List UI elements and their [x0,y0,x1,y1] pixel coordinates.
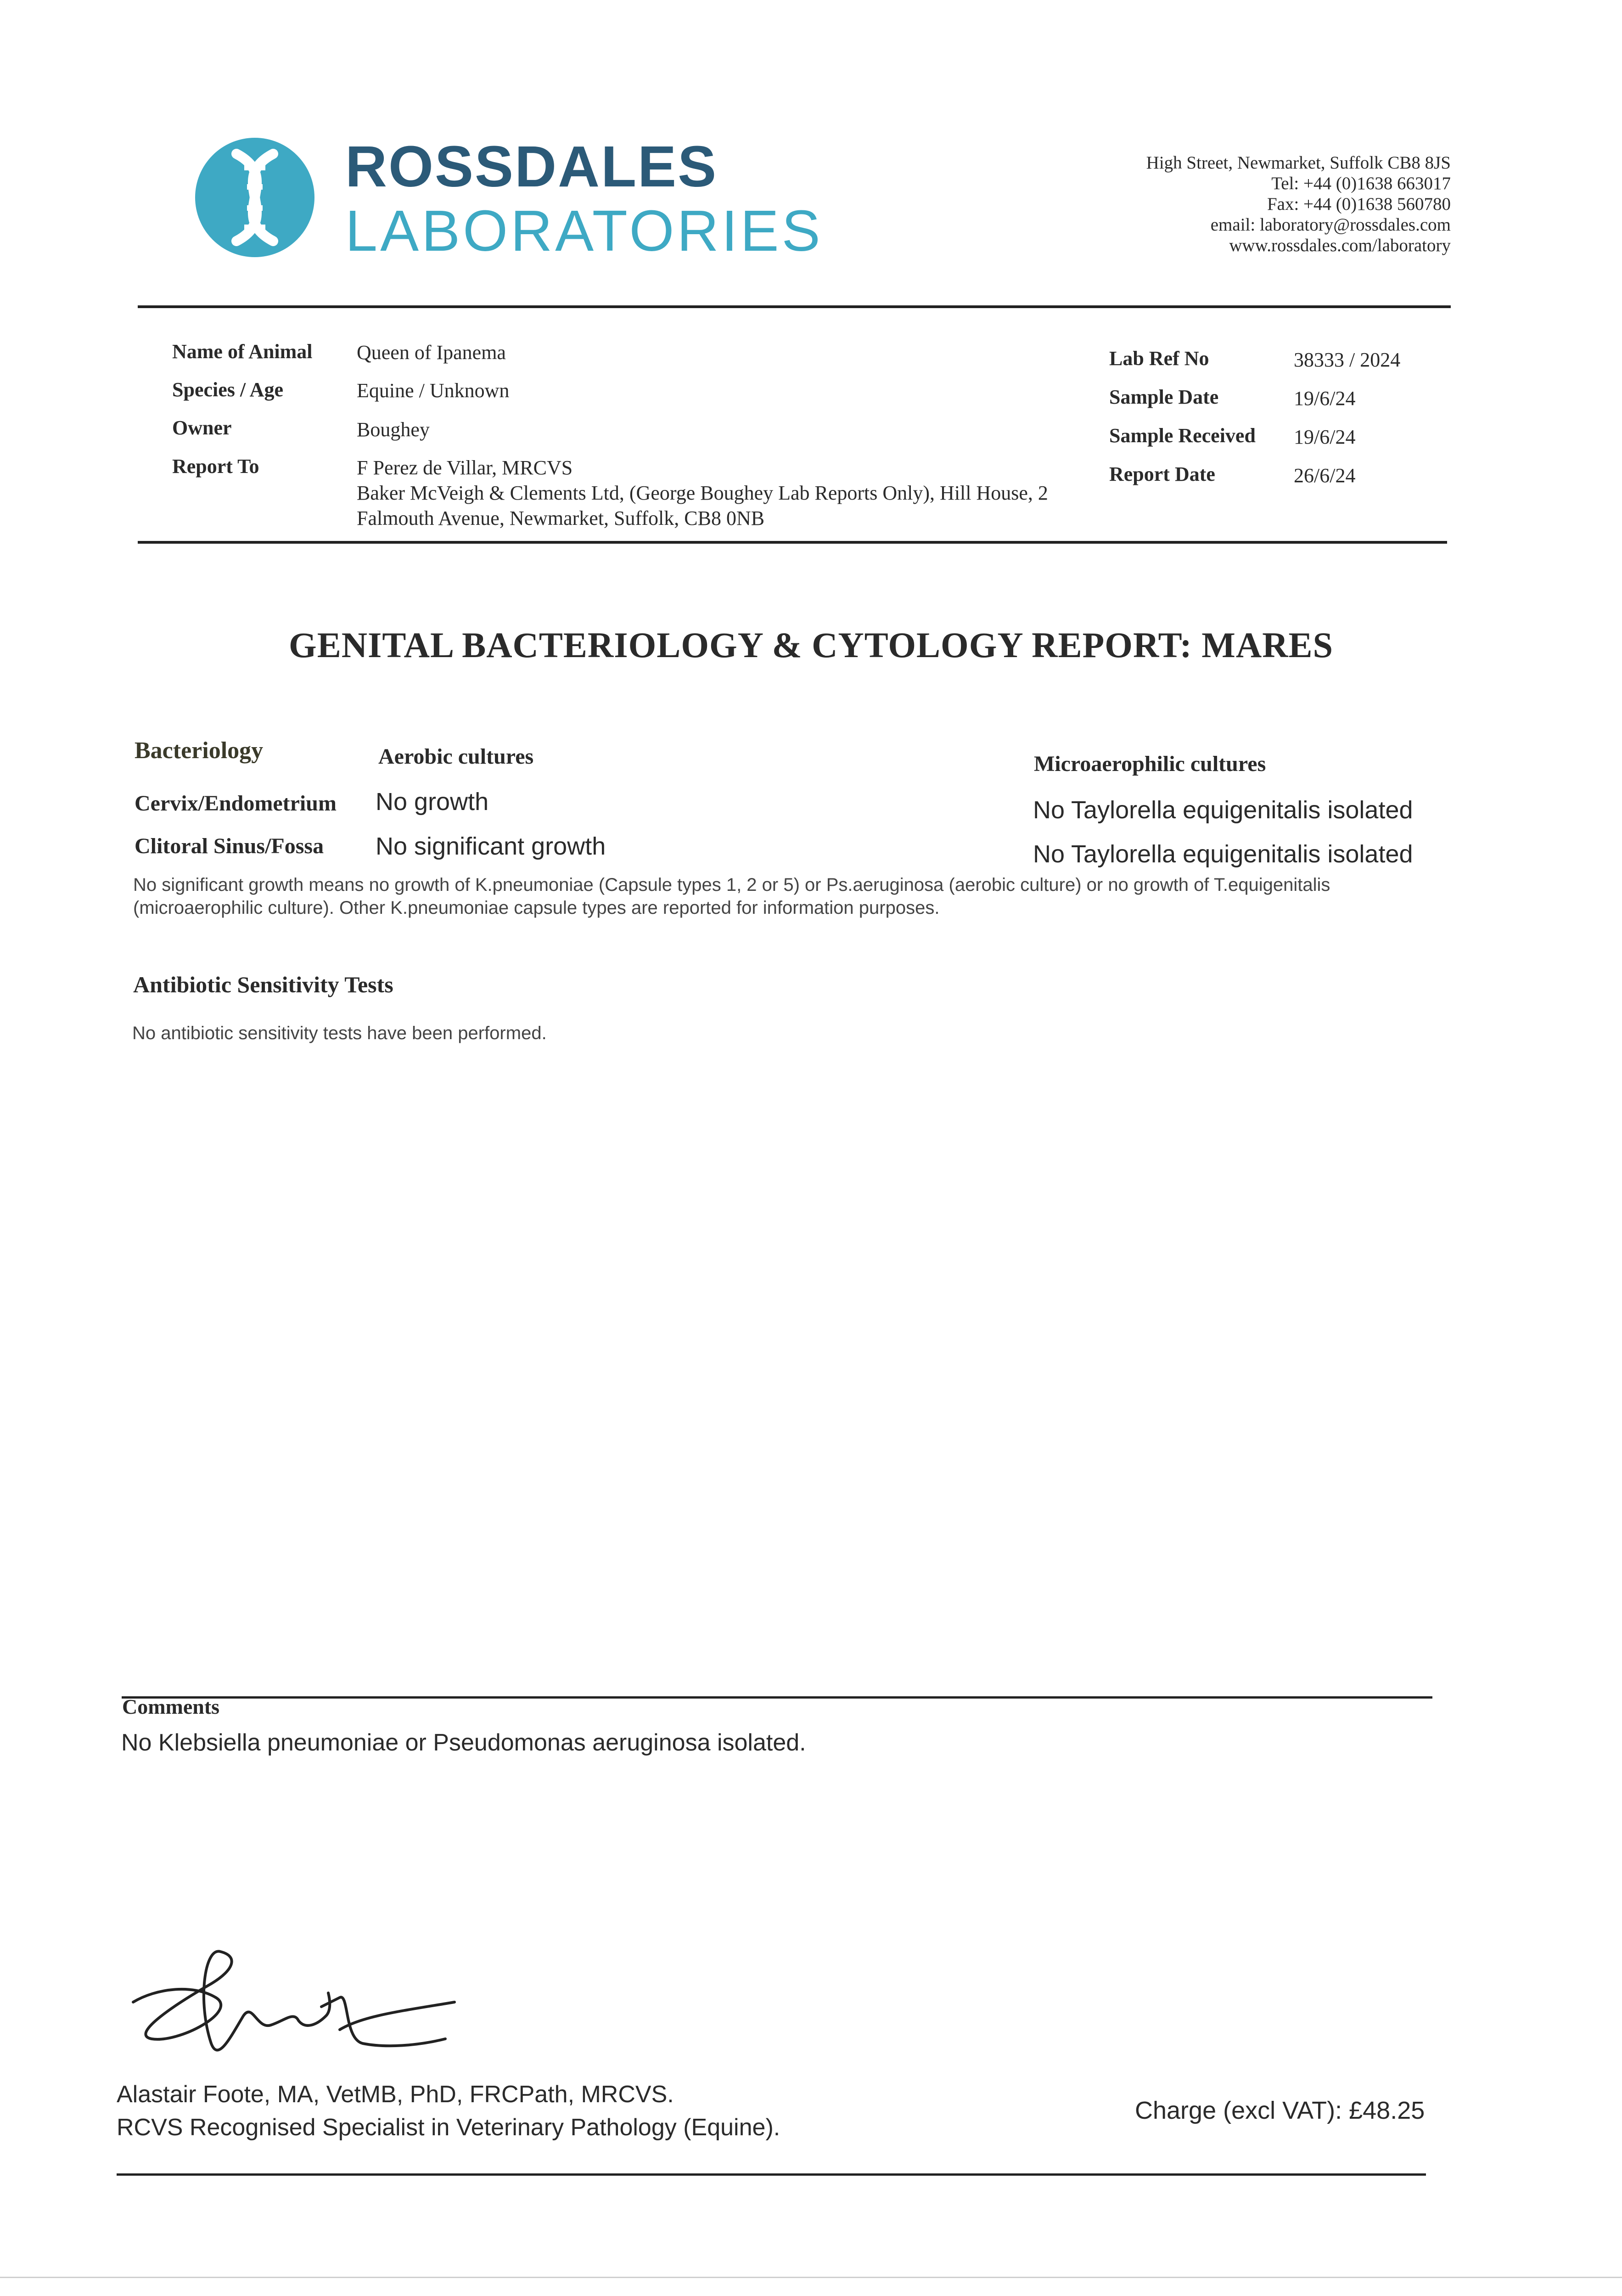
contact-block [992,152,1451,256]
species-value: Equine / Unknown [357,379,510,402]
company-logo [345,134,823,263]
bacteriology-heading: Bacteriology [135,737,264,764]
animal-name-value: Queen of Ipanema [357,341,506,364]
signatory-name [117,2078,780,2144]
comments-divider [122,1696,1432,1699]
logo-line-rossdales: ROSSDALES [345,134,718,199]
dna-logo-icon [193,135,317,259]
logo-line-laboratories: LABORATORIES [345,198,823,263]
footer-divider [117,2173,1426,2176]
report-date-label: Report Date [1109,463,1215,485]
site-cervix-label: Cervix/Endometrium [135,791,337,816]
comments-text: No Klebsiella pneumoniae or Pseudomonas aeruginosa isolated. [121,1729,806,1756]
signature-mark [124,1947,473,2066]
antibiotic-text: No antibiotic sensitivity tests have been performed. [132,1023,547,1043]
bacteriology-note-line2: (microaerophilic culture). Other K.pneumoniae capsule types are reported for information purposes. [133,898,940,918]
charge-amount: Charge (excl VAT): £48.25 [1135,2097,1425,2124]
contact-tel: Tel: +44 (0)1638 663017 [1271,174,1451,193]
report-to-label: Report To [172,455,259,478]
comments-heading: Comments [122,1695,220,1718]
contact-email[interactable]: email: laboratory@rossdales.com [1210,215,1451,235]
animal-name-label: Name of Animal [172,340,313,363]
report-to-line2: Baker McVeigh & Clements Ltd, (George Boughey Lab Reports Only), Hill House, 2 [357,482,1048,504]
lab-ref-value: 38333 / 2024 [1294,349,1401,371]
contact-website[interactable]: www.rossdales.com/laboratory [1229,236,1451,255]
report-to-line3: Falmouth Avenue, Newmarket, Suffolk, CB8 0NB [357,507,765,529]
bacteriology-note-line1: No significant growth means no growth of K.pneumoniae (Capsule types 1, 2 or 5) or Ps.aeruginosa (aerobic culture) or no growth of T.equigenitalis [133,875,1330,895]
signatory-line1: Alastair Foote, MA, VetMB, PhD, FRCPath, MRCVS. [117,2081,674,2108]
site-clitoral-label: Clitoral Sinus/Fossa [135,834,324,858]
species-label: Species / Age [172,378,283,401]
cervix-aerobic-result: No growth [376,788,489,816]
header-divider [138,305,1451,308]
signatory-line2: RCVS Recognised Specialist in Veterinary Pathology (Equine). [117,2114,780,2141]
microaerophilic-cultures-heading: Microaerophilic cultures [1034,752,1266,776]
report-to-line1: F Perez de Villar, MRCVS [357,456,573,479]
report-date-value: 26/6/24 [1294,464,1356,487]
sample-date-label: Sample Date [1109,386,1219,408]
contact-address: High Street, Newmarket, Suffolk CB8 8JS [1146,153,1451,173]
lab-ref-label: Lab Ref No [1109,347,1209,370]
owner-label: Owner [172,416,232,439]
page-bottom-edge [0,2277,1622,2278]
sample-received-label: Sample Received [1109,424,1256,447]
sample-date-value: 19/6/24 [1294,387,1356,410]
clitoral-micro-result: No Taylorella equigenitalis isolated [1033,840,1413,868]
clitoral-aerobic-result: No significant growth [376,833,606,860]
sample-received-value: 19/6/24 [1294,426,1356,448]
report-title: GENITAL BACTERIOLOGY & CYTOLOGY REPORT: MARES [289,625,1333,665]
contact-fax: Fax: +44 (0)1638 560780 [1267,194,1451,214]
aerobic-cultures-heading: Aerobic cultures [378,744,534,769]
bacteriology-note [133,873,1465,919]
info-divider [138,541,1447,544]
owner-value: Boughey [357,418,430,441]
cervix-micro-result: No Taylorella equigenitalis isolated [1033,796,1413,824]
antibiotic-heading: Antibiotic Sensitivity Tests [133,972,393,997]
